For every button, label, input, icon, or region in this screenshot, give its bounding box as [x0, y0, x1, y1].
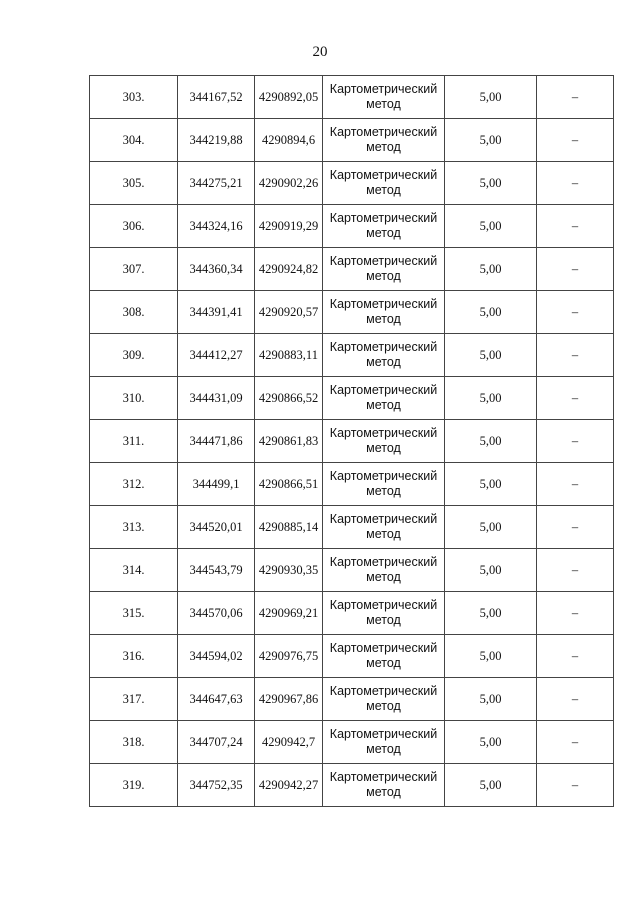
table-row	[90, 291, 614, 334]
accuracy-cell: 5,00	[445, 205, 537, 248]
method-line-1: Картометрический	[329, 727, 438, 741]
description-cell: –	[537, 334, 614, 377]
accuracy-cell: 5,00	[445, 678, 537, 721]
method-line-1: Картометрический	[329, 426, 438, 440]
point-number-cell: 315.	[90, 592, 178, 635]
accuracy-cell: 5,00	[445, 592, 537, 635]
description-cell: –	[537, 635, 614, 678]
accuracy-cell: 5,00	[445, 119, 537, 162]
method-cell	[323, 248, 445, 291]
table-row	[90, 549, 614, 592]
x-coordinate-cell: 344219,88	[178, 119, 255, 162]
description-cell: –	[537, 678, 614, 721]
method-line-1: Картометрический	[329, 82, 438, 96]
point-number-cell: 314.	[90, 549, 178, 592]
point-number-cell: 306.	[90, 205, 178, 248]
method-line-1: Картометрический	[329, 469, 438, 483]
accuracy-cell: 5,00	[445, 463, 537, 506]
method-line-2: метод	[366, 699, 401, 713]
method-cell	[323, 506, 445, 549]
description-cell: –	[537, 162, 614, 205]
description-cell: –	[537, 119, 614, 162]
x-coordinate-cell: 344647,63	[178, 678, 255, 721]
point-number-cell: 318.	[90, 721, 178, 764]
x-coordinate-cell: 344499,1	[178, 463, 255, 506]
x-coordinate-cell: 344543,79	[178, 549, 255, 592]
method-line-2: метод	[366, 226, 401, 240]
x-coordinate-cell: 344520,01	[178, 506, 255, 549]
point-number-cell: 310.	[90, 377, 178, 420]
x-coordinate-cell: 344594,02	[178, 635, 255, 678]
method-line-2: метод	[366, 269, 401, 283]
y-coordinate-cell: 4290924,82	[255, 248, 323, 291]
method-cell	[323, 119, 445, 162]
x-coordinate-cell: 344431,09	[178, 377, 255, 420]
y-coordinate-cell: 4290892,05	[255, 76, 323, 119]
method-line-1: Картометрический	[329, 641, 438, 655]
method-cell	[323, 635, 445, 678]
method-cell	[323, 76, 445, 119]
table-row	[90, 678, 614, 721]
method-cell	[323, 721, 445, 764]
y-coordinate-cell: 4290885,14	[255, 506, 323, 549]
table-row	[90, 334, 614, 377]
method-line-1: Картометрический	[329, 168, 438, 182]
x-coordinate-cell: 344167,52	[178, 76, 255, 119]
point-number-cell: 313.	[90, 506, 178, 549]
description-cell: –	[537, 463, 614, 506]
description-cell: –	[537, 764, 614, 807]
method-line-1: Картометрический	[329, 598, 438, 612]
method-line-2: метод	[366, 484, 401, 498]
method-cell	[323, 162, 445, 205]
y-coordinate-cell: 4290919,29	[255, 205, 323, 248]
method-line-2: метод	[366, 570, 401, 584]
table-row	[90, 119, 614, 162]
method-line-1: Картометрический	[329, 125, 438, 139]
coordinates-table	[89, 75, 614, 807]
point-number-cell: 309.	[90, 334, 178, 377]
method-line-1: Картометрический	[329, 770, 438, 784]
method-cell	[323, 334, 445, 377]
table-row	[90, 635, 614, 678]
accuracy-cell: 5,00	[445, 291, 537, 334]
accuracy-cell: 5,00	[445, 420, 537, 463]
table-row	[90, 205, 614, 248]
y-coordinate-cell: 4290976,75	[255, 635, 323, 678]
x-coordinate-cell: 344360,34	[178, 248, 255, 291]
method-line-1: Картометрический	[329, 512, 438, 526]
method-line-1: Картометрический	[329, 297, 438, 311]
y-coordinate-cell: 4290866,51	[255, 463, 323, 506]
y-coordinate-cell: 4290894,6	[255, 119, 323, 162]
accuracy-cell: 5,00	[445, 162, 537, 205]
description-cell: –	[537, 592, 614, 635]
method-line-2: метод	[366, 527, 401, 541]
y-coordinate-cell: 4290969,21	[255, 592, 323, 635]
table-row	[90, 377, 614, 420]
description-cell: –	[537, 420, 614, 463]
method-cell	[323, 377, 445, 420]
method-line-2: метод	[366, 183, 401, 197]
method-line-2: метод	[366, 785, 401, 799]
table-row	[90, 420, 614, 463]
x-coordinate-cell: 344324,16	[178, 205, 255, 248]
description-cell: –	[537, 248, 614, 291]
y-coordinate-cell: 4290902,26	[255, 162, 323, 205]
table-row	[90, 76, 614, 119]
point-number-cell: 307.	[90, 248, 178, 291]
y-coordinate-cell: 4290930,35	[255, 549, 323, 592]
accuracy-cell: 5,00	[445, 506, 537, 549]
method-cell	[323, 549, 445, 592]
y-coordinate-cell: 4290861,83	[255, 420, 323, 463]
x-coordinate-cell: 344471,86	[178, 420, 255, 463]
accuracy-cell: 5,00	[445, 635, 537, 678]
point-number-cell: 308.	[90, 291, 178, 334]
table-row	[90, 162, 614, 205]
method-line-2: метод	[366, 742, 401, 756]
y-coordinate-cell: 4290942,7	[255, 721, 323, 764]
point-number-cell: 305.	[90, 162, 178, 205]
description-cell: –	[537, 291, 614, 334]
accuracy-cell: 5,00	[445, 334, 537, 377]
point-number-cell: 311.	[90, 420, 178, 463]
method-line-1: Картометрический	[329, 211, 438, 225]
method-line-2: метод	[366, 613, 401, 627]
description-cell: –	[537, 721, 614, 764]
method-line-1: Картометрический	[329, 684, 438, 698]
description-cell: –	[537, 506, 614, 549]
accuracy-cell: 5,00	[445, 248, 537, 291]
description-cell: –	[537, 76, 614, 119]
method-line-2: метод	[366, 656, 401, 670]
method-line-2: метод	[366, 140, 401, 154]
method-line-2: метод	[366, 355, 401, 369]
table-row	[90, 592, 614, 635]
y-coordinate-cell: 4290883,11	[255, 334, 323, 377]
point-number-cell: 303.	[90, 76, 178, 119]
x-coordinate-cell: 344275,21	[178, 162, 255, 205]
method-line-1: Картометрический	[329, 383, 438, 397]
method-cell	[323, 420, 445, 463]
point-number-cell: 316.	[90, 635, 178, 678]
method-line-2: метод	[366, 97, 401, 111]
y-coordinate-cell: 4290967,86	[255, 678, 323, 721]
table-row	[90, 764, 614, 807]
method-line-2: метод	[366, 398, 401, 412]
x-coordinate-cell: 344412,27	[178, 334, 255, 377]
point-number-cell: 317.	[90, 678, 178, 721]
point-number-cell: 312.	[90, 463, 178, 506]
method-line-1: Картометрический	[329, 254, 438, 268]
table-row	[90, 248, 614, 291]
method-cell	[323, 678, 445, 721]
y-coordinate-cell: 4290942,27	[255, 764, 323, 807]
coordinates-table-body	[90, 76, 614, 807]
x-coordinate-cell: 344707,24	[178, 721, 255, 764]
description-cell: –	[537, 377, 614, 420]
method-line-1: Картометрический	[329, 340, 438, 354]
point-number-cell: 319.	[90, 764, 178, 807]
x-coordinate-cell: 344752,35	[178, 764, 255, 807]
method-line-2: метод	[366, 441, 401, 455]
accuracy-cell: 5,00	[445, 76, 537, 119]
method-cell	[323, 592, 445, 635]
accuracy-cell: 5,00	[445, 764, 537, 807]
description-cell: –	[537, 549, 614, 592]
method-cell	[323, 764, 445, 807]
method-cell	[323, 205, 445, 248]
y-coordinate-cell: 4290920,57	[255, 291, 323, 334]
description-cell: –	[537, 205, 614, 248]
method-cell	[323, 291, 445, 334]
y-coordinate-cell: 4290866,52	[255, 377, 323, 420]
x-coordinate-cell: 344570,06	[178, 592, 255, 635]
accuracy-cell: 5,00	[445, 721, 537, 764]
page-number: 20	[312, 44, 328, 60]
method-line-2: метод	[366, 312, 401, 326]
accuracy-cell: 5,00	[445, 549, 537, 592]
point-number-cell: 304.	[90, 119, 178, 162]
method-line-1: Картометрический	[329, 555, 438, 569]
method-cell	[323, 463, 445, 506]
table-row	[90, 721, 614, 764]
table-row	[90, 463, 614, 506]
x-coordinate-cell: 344391,41	[178, 291, 255, 334]
table-row	[90, 506, 614, 549]
accuracy-cell: 5,00	[445, 377, 537, 420]
